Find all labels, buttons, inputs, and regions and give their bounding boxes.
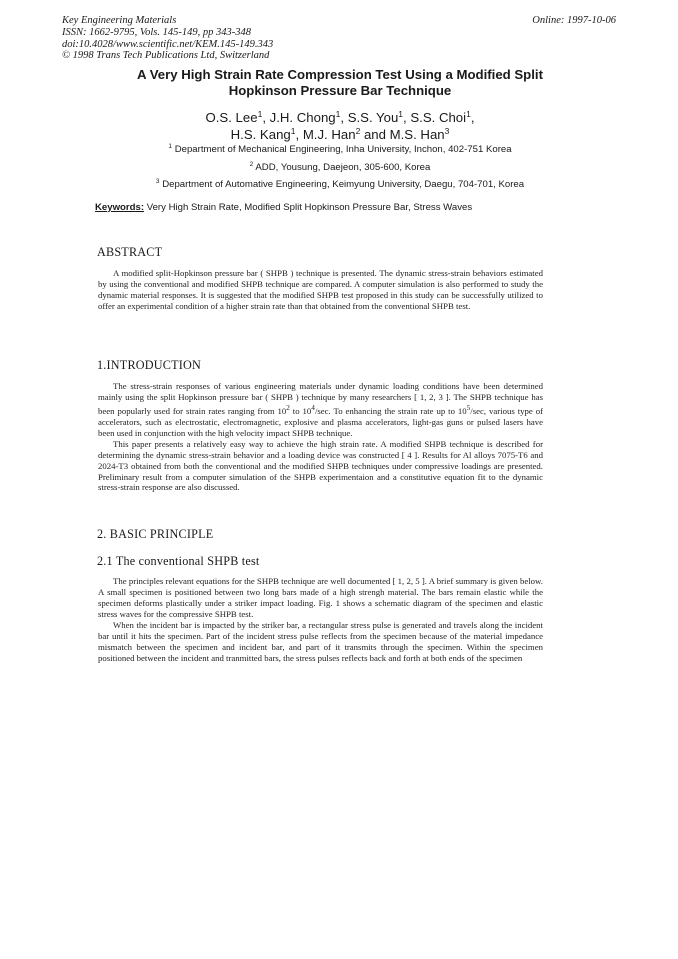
author-sep: ,	[470, 110, 475, 125]
affiliation-text: Department of Mechanical Engineering, Inha University, Inchon, 402-751 Korea	[174, 144, 512, 155]
author-sup: 1	[290, 125, 296, 136]
paper-title	[70, 67, 610, 99]
text-run: to 10	[289, 405, 312, 416]
author-name: S.S. You	[347, 110, 399, 125]
doi-line[interactable]: doi:10.4028/www.scientific.net/KEM.145-149.343	[62, 38, 274, 50]
basic-principle-heading: 2. BASIC PRINCIPLE	[97, 527, 214, 541]
keywords	[95, 202, 472, 213]
affiliation-3	[70, 179, 610, 191]
superscript: 2	[286, 403, 290, 412]
author-sup: 1	[398, 109, 404, 119]
introduction-body	[98, 381, 543, 493]
author-name: O.S. Lee	[205, 110, 258, 125]
issn-line: ISSN: 1662-9795, Vols. 145-149, pp 343-348	[62, 26, 251, 38]
author-name: M.J. Han	[302, 126, 356, 142]
affiliation-text: Department of Automative Engineering, Keimyung University, Daegu, 704-701, Korea	[162, 179, 525, 190]
author-sup: 1	[335, 109, 341, 119]
affiliation-sup: 2	[249, 161, 254, 168]
abstract-heading: ABSTRACT	[97, 245, 163, 259]
abstract-body	[98, 268, 543, 312]
author-line-2	[70, 127, 610, 144]
introduction-paragraph-2: This paper presents a relatively easy way to achieve the high strain rate. A modified SHPB technique is described for determining the dynamic stress-strain behavior and a loading device was constructed [ 4 ]. Results for Al alloys 7075-T6 and 2024-T3 obtained from both the conventional and the modified SHPB techniques under compressive loadings are presented. Preliminary result from a computer simulation of the SHPB experimentaion and a constitutive equation fit to the dynamic stress-strain response are also discussed.	[98, 438, 543, 493]
affiliation-sup: 1	[168, 143, 173, 150]
conventional-shpb-body	[98, 576, 543, 664]
superscript: 4	[311, 403, 315, 412]
author-name: M.S. Han	[389, 126, 445, 142]
author-name: H.S. Kang	[230, 126, 291, 142]
affiliation-2	[70, 162, 610, 174]
author-sep: ,	[295, 126, 303, 142]
journal-name: Key Engineering Materials	[62, 15, 177, 26]
author-sup: 1	[466, 109, 471, 119]
author-line-1	[70, 110, 610, 127]
author-sup: 1	[257, 109, 263, 119]
text-run: /sec. To enhancing the strain rate up to 10	[314, 405, 467, 416]
text-run: The stress-strain responses of various engineering materials under dynamic loading conditions have been determined mainly using the split Hopkinson pressure bar ( SHPB ) technique by many researchers [ 1, 2, 3 ]. The SHPB technique has been popularly used for strain rates ranging from 10	[98, 381, 543, 416]
copyright-line: © 1998 Trans Tech Publications Ltd, Switzerland	[62, 50, 270, 62]
affiliation-1	[70, 144, 610, 156]
introduction-paragraph-1	[98, 381, 543, 439]
journal-header	[62, 15, 273, 62]
introduction-heading: 1.INTRODUCTION	[97, 358, 202, 372]
text-run: /sec, various type of accelerators, such as electrostatic, electromagnetic, explosive and plasma accelerators, light-gas guns or pulsed lasers have been used in conjunction with the high velocity impact SHPB technique.	[98, 405, 544, 438]
title-line-1: A Very High Strain Rate Compression Test Using a Modified Split	[137, 67, 543, 82]
affiliation-sup: 3	[155, 178, 160, 185]
author-name: S.S. Choi	[410, 110, 467, 125]
author-sep: ,	[403, 110, 411, 125]
author-sep: ,	[262, 110, 270, 125]
online-date: Online: 1997-10-06	[532, 15, 616, 26]
conventional-shpb-heading: 2.1 The conventional SHPB test	[97, 554, 260, 568]
author-list	[70, 110, 610, 143]
author-sup: 3	[444, 125, 450, 136]
affiliation-text: ADD, Yousung, Daejeon, 305-600, Korea	[255, 162, 431, 173]
author-name: J.H. Chong	[269, 110, 336, 125]
title-line-2: Hopkinson Pressure Bar Technique	[228, 83, 452, 98]
superscript: 5	[466, 403, 471, 412]
conventional-paragraph-2: When the incident bar is impacted by the striker bar, a rectangular stress pulse is generated and travels along the incident bar until it hits the specimen. Part of the incident stress pulse reflects from the specimen because of the material impedance mismatch between the specimen and incident bar, and part of it transmits through the specimen. Within the specimen positioned between the incident and tranmitted bars, the stress pulses reflects back and forth at both ends of the specimen	[98, 619, 543, 663]
author-sep: and	[360, 126, 390, 142]
author-sep: ,	[340, 110, 348, 125]
conventional-paragraph-1: The principles relevant equations for the SHPB technique are well documented [ 1, 2, 5 ]. A brief summary is given below. A small specimen is positioned between two long bars made of a high strengh material. The bars remain elastic while the specimen deforms plastically under a striker impact loading. Fig. 1 shows a schematic diagram of the specimen and elastic stress waves for the compressive SHPB test.	[98, 576, 543, 619]
keywords-text: Very High Strain Rate, Modified Split Hopkinson Pressure Bar, Stress Waves	[144, 202, 473, 213]
author-sup: 2	[355, 125, 361, 136]
keywords-label: Keywords:	[95, 202, 145, 213]
abstract-paragraph: A modified split-Hopkinson pressure bar ( SHPB ) technique is presented. The dynamic stress-strain behaviors estimated by using the conventional and modified SHPB technique are compared. A computer simulation is also performed to study the dynamic material responses. It is suggested that the modified SHPB test proposed in this study can be successfully utilized to offer an experimental condition of a higher strain rate than that obtained from the conventional SHPB test.	[98, 268, 543, 311]
